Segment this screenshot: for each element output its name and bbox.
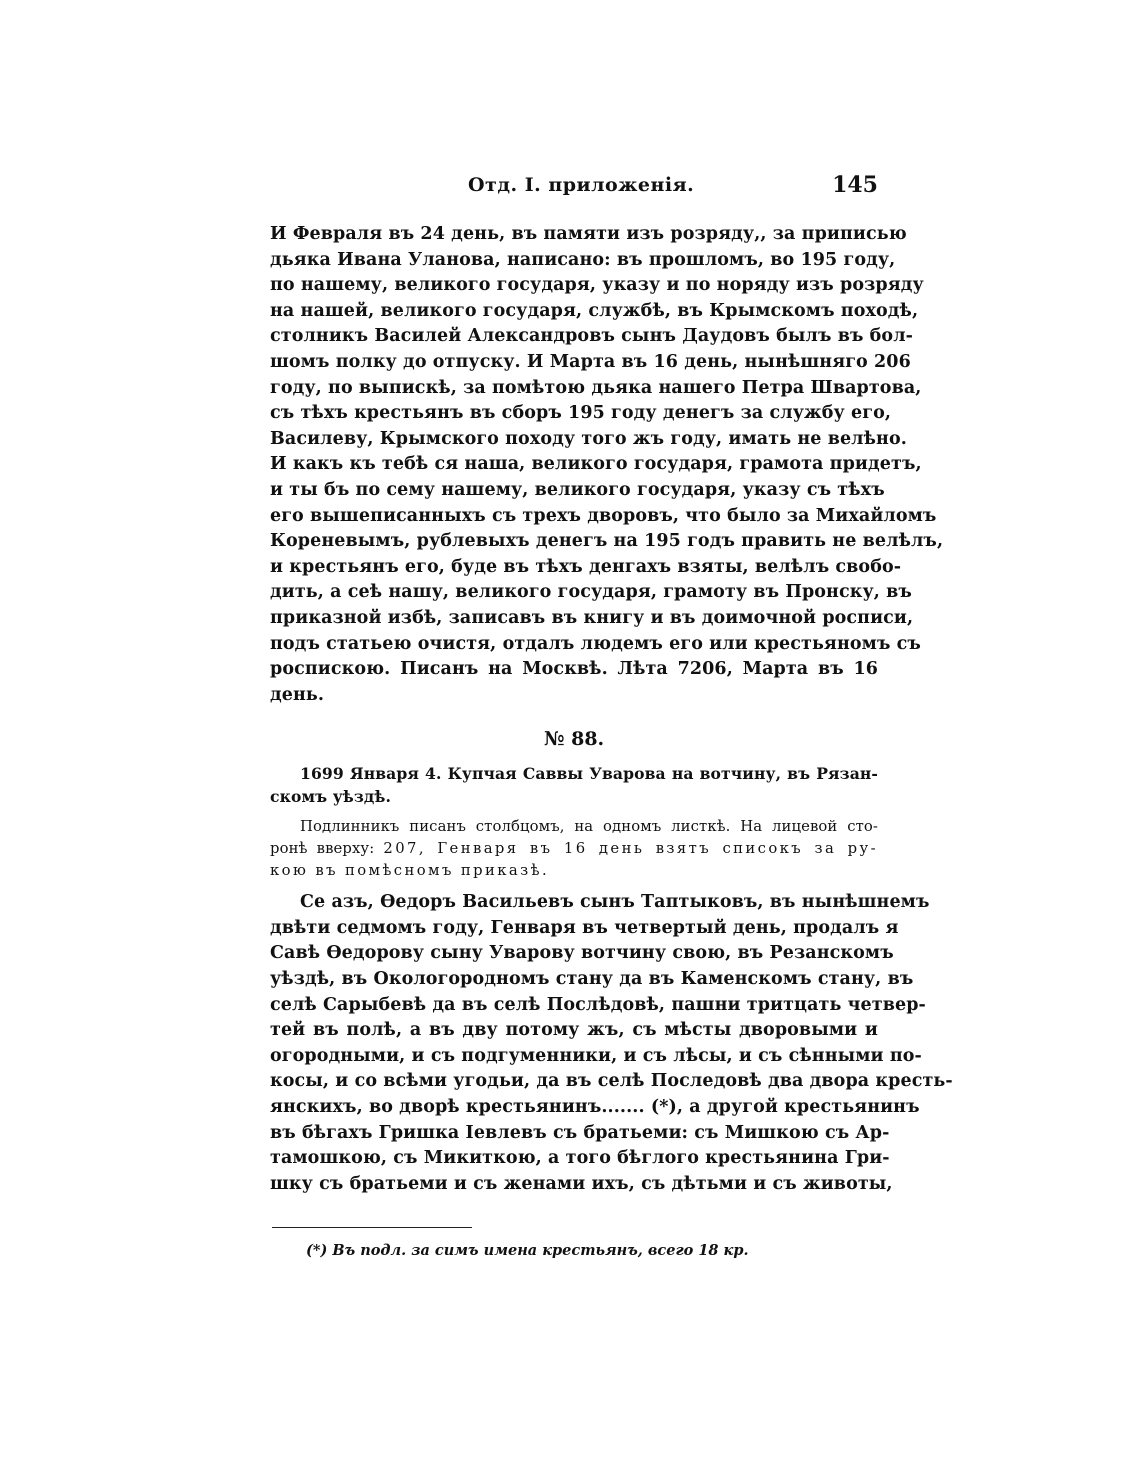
text-line: столникъ Василей Александровъ сынъ Даудовъ былъ въ бол- bbox=[270, 326, 914, 347]
note-line: Подлинникъ писанъ столбцомъ, на одномъ листкѣ. На лицевой сто- bbox=[300, 818, 878, 836]
note-line: кою въ помѣсномъ приказѣ. bbox=[270, 862, 550, 880]
text-line: съ тѣхъ крестьянъ въ сборъ 195 году денегъ за службу его, bbox=[270, 403, 892, 424]
text-line: его вышеписанныхъ съ трехъ дворовъ, что было за Михайломъ bbox=[270, 505, 937, 526]
text-line: И Февраля въ 24 день, въ памяти изъ розряду,, за приписью bbox=[270, 224, 907, 244]
text-line: тамошкою, съ Микиткою, а того бѣглого крестьянина Гри- bbox=[270, 1148, 890, 1169]
text-line: дьяка Ивана Уланова, написано: въ прошломъ, во 195 году, bbox=[270, 249, 896, 270]
document-heading bbox=[270, 762, 878, 808]
heading-line: 1699 Января 4. Купчая Саввы Уварова на вотчину, въ Рязан- bbox=[300, 764, 878, 784]
page-number: 145 bbox=[832, 172, 878, 198]
section-title: Отд. I. приложенія. bbox=[468, 174, 695, 196]
text-line: Се азъ, Ѳедоръ Васильевъ сынъ Таптыковъ, въ нынѣшнемъ bbox=[300, 892, 930, 913]
text-line: огородными, и съ подгуменники, и съ лѣсы, и съ сѣнными по- bbox=[270, 1045, 922, 1066]
text-line: шку съ братьеми и съ женами ихъ, съ дѣтьми и съ животы, bbox=[270, 1173, 893, 1194]
text-line: Савѣ Ѳедорову сыну Уварову вотчину свою, въ Резанскомъ bbox=[270, 943, 894, 964]
text-line: на нашей, великого государя, службѣ, въ Крымскомъ походѣ, bbox=[270, 300, 919, 321]
text-line: янскихъ, во дворѣ крестьянинъ....... (*), а другой крестьянинъ bbox=[270, 1097, 920, 1118]
deed-text bbox=[270, 890, 953, 1197]
footnote: (*) Въ подл. за симъ имена крестьянъ, всего 18 кр. bbox=[306, 1242, 749, 1260]
main-paragraph bbox=[270, 222, 944, 708]
text-line: И какъ къ тебѣ ся наша, великого государя, грамота придетъ, bbox=[270, 454, 922, 475]
note-line-plain: ронѣ вверху: bbox=[270, 840, 384, 858]
text-line: дить, а сеѣ нашу, великого государя, грамоту въ Пронску, въ bbox=[270, 582, 912, 603]
text-line: Василеву, Крымского походу того жъ году, имать не велѣно. bbox=[270, 428, 907, 449]
text-line: селѣ Сарыбевѣ да въ селѣ Послѣдовѣ, пашни тритцать четвер- bbox=[270, 994, 926, 1015]
text-line: роспискою. Писанъ на Москвѣ. Лѣта 7206, Марта въ 16 bbox=[270, 659, 878, 680]
text-line: тей въ полѣ, а въ дву потому жъ, съ мѣсты дворовыми и bbox=[270, 1020, 878, 1041]
note-line-spaced: 207, Генваря въ 16 день взятъ списокъ за ру- bbox=[383, 840, 878, 858]
heading-line: скомъ уѣздѣ. bbox=[270, 787, 391, 807]
source-note bbox=[270, 816, 878, 882]
book-page bbox=[270, 170, 953, 1260]
text-line: день. bbox=[270, 684, 325, 705]
text-line: году, по выпискѣ, за помѣтою дьяка нашего Петра Швартова, bbox=[270, 377, 922, 398]
text-line: косы, и со всѣми угодьи, да въ селѣ Последовѣ два двора кресть- bbox=[270, 1071, 953, 1092]
document-number: № 88. bbox=[543, 728, 605, 751]
text-line: и крестьянъ его, буде въ тѣхъ денгахъ взяты, велѣлъ свобо- bbox=[270, 556, 902, 577]
text-line: и ты бъ по сему нашему, великого государя, указу съ тѣхъ bbox=[270, 479, 885, 500]
text-line: по нашему, великого государя, указу и по норяду изъ розряду bbox=[270, 275, 924, 296]
text-line: приказной избѣ, записавъ въ книгу и въ доимочной росписи, bbox=[270, 607, 914, 628]
footnote-divider bbox=[272, 1227, 472, 1228]
note-line bbox=[270, 838, 878, 860]
text-line: двѣти седмомъ году, Генваря въ четвертый день, продалъ я bbox=[270, 917, 899, 938]
text-line: уѣздѣ, въ Окологородномъ стану да въ Каменскомъ стану, въ bbox=[270, 969, 914, 990]
text-line: въ бѣгахъ Гришка Іевлевъ съ братьеми: съ Мишкою съ Ар- bbox=[270, 1122, 890, 1143]
text-line: шомъ полку до отпуску. И Марта въ 16 день, нынѣшняго 206 bbox=[270, 351, 911, 372]
text-line: подъ статьею очистя, отдалъ людемъ его или крестьяномъ съ bbox=[270, 633, 921, 654]
text-line: Кореневымъ, рублевыхъ денегъ на 195 годъ править не велѣлъ, bbox=[270, 531, 944, 552]
running-head bbox=[270, 170, 878, 206]
